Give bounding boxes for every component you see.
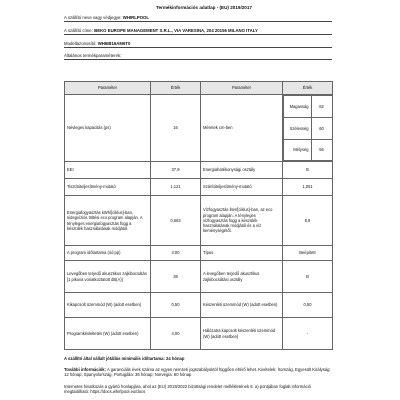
header-cell: Érték [151, 82, 201, 95]
value-cell: Beépített [283, 246, 333, 261]
table-row [65, 196, 333, 246]
dimension-row [284, 96, 333, 118]
dimension-value: 56 [311, 140, 332, 161]
table-row [65, 293, 333, 318]
parameters-table [64, 81, 333, 350]
more-info-label: További információk: [64, 367, 107, 372]
supplier-address-label: A szállító címe: [64, 28, 95, 33]
dimension-value: 60 [311, 118, 332, 140]
table-row [65, 179, 333, 196]
value-cell: 1,121 [151, 179, 201, 196]
model-row [64, 41, 332, 48]
param-cell: Programkésleltetés (W) (adott esetben) [65, 318, 151, 350]
param-cell: A program időtartama (óó:pp) [65, 246, 151, 261]
value-cell: 38 [151, 261, 201, 293]
table-row [65, 318, 333, 350]
param-cell: Névleges kapacitás (ps) [65, 95, 151, 162]
table-row [65, 261, 333, 293]
param-cell: Levegőben terjedő akusztikus zajkibocsátás [1 pikova vonatkoztatott dB(A)] [65, 261, 151, 293]
value-cell: 4,00 [151, 318, 201, 350]
header-cell: Paraméter [65, 82, 151, 95]
param-cell: Tisztítóteljesítmény-mutató [65, 179, 151, 196]
dimensions-cell [283, 95, 333, 162]
general-params-heading: Általános termékparaméterek: [64, 53, 332, 60]
value-cell: 4:00 [151, 246, 201, 261]
manufacturer-link: Internetes hivatkozás a gyártó honlapjára, ahol az (EU) 2019/2022 bizottsági rendelet mellékletének 6. a) pontjában foglalt információ megtalálható: https://docs.whirlpool.eu/docs [64, 384, 311, 395]
product-info-sheet [64, 0, 344, 400]
model-value: WH6IB16AM6T0 [97, 41, 131, 46]
value-cell: 8,9 [283, 196, 333, 246]
dimension-row [284, 118, 333, 140]
supplier-name-value: WHIRLPOOL [122, 15, 150, 20]
param-cell: EEI [65, 162, 151, 179]
table-row [65, 246, 333, 261]
param-cell: Energiahatékonysági osztály [201, 162, 283, 179]
value-cell: 37,9 [151, 162, 201, 179]
param-cell: Kikapcsolt üzemmód (W) (adott esetben) [65, 293, 151, 318]
param-cell: Szárítóteljesítmény-mutató [201, 179, 283, 196]
supplier-address-row [64, 28, 332, 35]
dimension-value: 82 [311, 96, 332, 118]
dimension-label: Szélesség [284, 118, 312, 140]
param-cell: Méretek cm-ben [201, 95, 283, 162]
table-row [65, 162, 333, 179]
more-info [64, 367, 332, 378]
dimension-row [284, 140, 333, 161]
param-cell: Típus [201, 246, 283, 261]
param-cell: Hálózatra kapcsolt készenléti üzemmód (W) (adott esetben) [201, 318, 283, 350]
supplier-name-label: A szállító neve vagy védjegye: [64, 15, 123, 20]
value-cell: 0,50 [151, 293, 201, 318]
model-label: Modellazonosító: [64, 41, 98, 46]
supplier-name-row [64, 15, 332, 22]
value-cell: 1,061 [283, 179, 333, 196]
header-cell: Paraméter [201, 82, 283, 95]
header-cell: Érték [283, 82, 333, 95]
dimensions-table [283, 95, 333, 161]
more-info-text: A garanciális évek száma az egyes nemzeti jogszabályoktól függően eltérő lehet. Kivételek: Írország, Egyesült Királyság: 12 hónap; Spanyolország, Portugália: 36 hónap; Norvégia: 60 hónap [64, 367, 331, 378]
table-header-row [65, 82, 333, 95]
param-cell: Energiafogyasztás kWh/[ciklus]-ban, nidegvíziós töltési eco program alapján. A tényleges energiafogyasztás függ a készülék használatának módjától. [65, 196, 151, 246]
value-cell: - [283, 318, 333, 350]
param-cell: Készenléti üzemmód (W) (adott esetben) [201, 293, 283, 318]
param-cell: Vízfogyasztás liter/[ciklus]-ban, az eco program alapján. A tényleges vízfogyasztás függ a készülék használatának módjától és a víz keménységétől. [201, 196, 283, 246]
warranty-text: A szállító által vállalt jótállás minimális időtartama: 24 hónap [64, 356, 185, 361]
table-row [65, 95, 333, 162]
value-cell: 0,50 [283, 293, 333, 318]
dimension-label: Mélység [284, 140, 312, 161]
dimension-label: Magasság [284, 96, 312, 118]
supplier-address-value: BEKO EUROPE MANAGEMENT S.R.L., VIA VARESINA, 204 20156 MILANO ITALY [94, 28, 258, 33]
value-cell: B [283, 261, 333, 293]
document-title: Termékinformációs adatlap - (EU) 2019/2017 [156, 5, 252, 10]
param-cell: A levegőben terjedő akusztikus zajkibocsátási osztály [201, 261, 283, 293]
value-cell: 16 [151, 95, 201, 162]
value-cell: 0,663 [151, 196, 201, 246]
value-cell: B [283, 162, 333, 179]
